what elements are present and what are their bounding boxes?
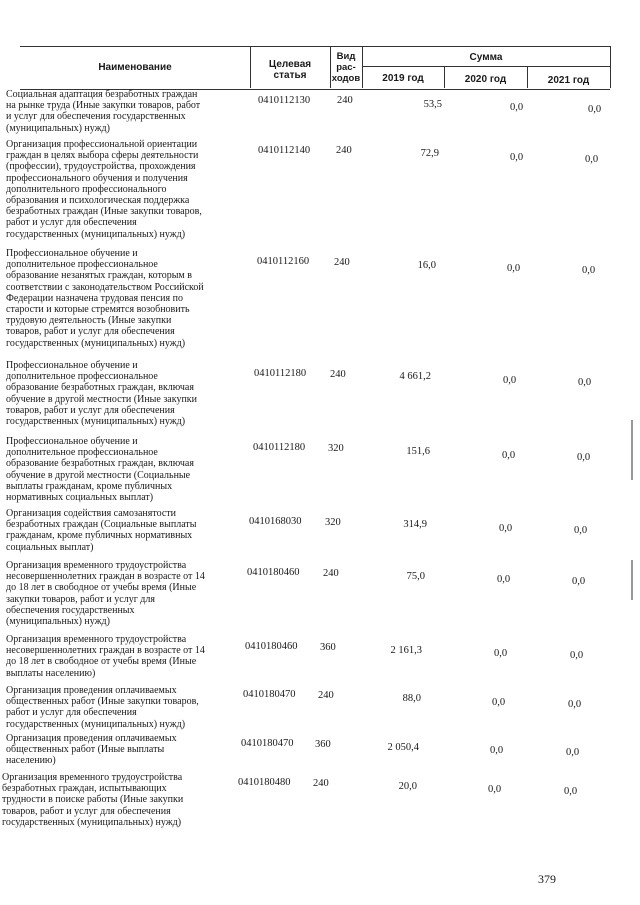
row-vid: 240: [313, 778, 329, 789]
row-name: Организация временного трудоустройства безработных граждан, испытывающих трудности в поиске работы (Иные закупки товаров, работ и услуг для обеспечения государственных (муниципальных) нужд): [2, 772, 184, 828]
row-code: 0410112180: [253, 442, 306, 453]
row-vid: 240: [323, 568, 339, 579]
scan-artifact: [631, 420, 633, 480]
row-name: Профессиональное обучение и дополнительное профессиональное образование безработных граждан, включая обучение в другой местности (Социальные выплаты гражданам, кроме публичных нормативных социальных выплат): [6, 436, 194, 504]
row-2021: 0,0: [568, 699, 582, 710]
row-2019: 314,9: [403, 519, 427, 530]
row-vid: 240: [336, 145, 352, 156]
row-code: 0410168030: [249, 516, 302, 527]
row-2021: 0,0: [578, 377, 592, 388]
row-name: Организация временного трудоустройства несовершеннолетних граждан в возрасте от 14 до 18 лет в свободное от учебы время (Иные закупки товаров, работ и услуг для обеспечения государственных (муниципальных) нужд): [6, 560, 205, 628]
header-2021: 2021 год: [547, 75, 590, 86]
row-code: 0410180470: [241, 738, 294, 749]
row-vid: 240: [330, 369, 346, 380]
row-2019: 16,0: [417, 260, 436, 271]
header-name: Наименование: [98, 62, 172, 73]
row-2020: 0,0: [497, 574, 511, 585]
row-2020: 0,0: [510, 152, 524, 163]
header-sum: Сумма: [469, 52, 503, 63]
row-vid: 240: [318, 690, 334, 701]
row-2019: 2 161,3: [390, 645, 422, 656]
row-2019: 53,5: [423, 99, 442, 110]
row-2019: 151,6: [406, 446, 430, 457]
row-2019: 75,0: [406, 571, 425, 582]
row-2019: 2 050,4: [387, 742, 419, 753]
row-code: 0410112140: [258, 145, 311, 156]
row-2019: 4 661,2: [399, 371, 431, 382]
row-vid: 320: [325, 517, 341, 528]
header-2020: 2020 год: [464, 74, 507, 85]
row-2021: 0,0: [574, 525, 588, 536]
row-2020: 0,0: [499, 523, 513, 534]
row-vid: 240: [334, 257, 350, 268]
row-code: 0410112180: [254, 368, 307, 379]
header-code: Целевая статья: [268, 59, 312, 81]
row-code: 0410112130: [258, 95, 311, 106]
row-2020: 0,0: [494, 648, 508, 659]
page-number: 379: [538, 872, 556, 886]
row-2021: 0,0: [585, 154, 599, 165]
row-code: 0410180460: [245, 641, 298, 652]
row-2020: 0,0: [507, 263, 521, 274]
row-code: 0410112160: [257, 256, 310, 267]
header-vid: Вид рас- ходов: [331, 51, 361, 84]
row-name: Организация содействия самозанятости безработных граждан (Социальные выплаты гражданам, кроме публичных нормативных социальных выплат): [6, 508, 197, 553]
row-name: Организация проведения оплачиваемых общественных работ (Иные закупки товаров, работ и услуг для обеспечения государственных (муниципальных) нужд): [6, 685, 199, 730]
row-name: Профессиональное обучение и дополнительное профессиональное образование незанятых граждан, которым в соответствии с законодательством Российской Федерации назначена трудовая пенсия по старости и которые стремятся возобновить трудовую деятельность (Иные закупки товаров, работ и услуг для обеспечения государственных (муниципальных) нужд): [6, 248, 204, 349]
row-name: Организация проведения оплачиваемых общественных работ (Иные выплаты населению): [6, 733, 177, 767]
header-2019: 2019 год: [382, 73, 424, 84]
row-vid: 240: [337, 95, 353, 106]
row-2021: 0,0: [564, 786, 578, 797]
row-2021: 0,0: [577, 452, 591, 463]
row-2019: 72,9: [420, 148, 439, 159]
row-vid: 320: [328, 443, 344, 454]
row-name: Организация временного трудоустройства несовершеннолетних граждан в возрасте от 14 до 18 лет в свободное от учебы время (Иные выплаты населению): [6, 634, 205, 679]
row-code: 0410180460: [247, 567, 300, 578]
row-vid: 360: [315, 739, 331, 750]
row-2021: 0,0: [582, 265, 596, 276]
row-2021: 0,0: [588, 104, 602, 115]
row-code: 0410180470: [243, 689, 296, 700]
scan-artifact: [631, 560, 633, 600]
row-2020: 0,0: [503, 375, 517, 386]
row-2019: 88,0: [402, 693, 421, 704]
row-2020: 0,0: [490, 745, 504, 756]
row-name: Организация профессиональной ориентации граждан в целях выбора сферы деятельности (профессии), трудоустройства, прохождения профессионального обучения и получения дополнительного профессионального образования и психологическая поддержка безработных граждан (Иные закупки товаров, работ и услуг для обеспечения государственных (муниципальных) нужд): [6, 139, 202, 240]
row-name: Профессиональное обучение и дополнительное профессиональное образование безработных граждан, включая обучение в другой местности (Иные закупки товаров, работ и услуг для обеспечения государственных (муниципальных) нужд): [6, 360, 198, 428]
row-2021: 0,0: [570, 650, 584, 661]
row-2021: 0,0: [572, 576, 586, 587]
row-name: Социальная адаптация безработных граждан на рынке труда (Иные закупки товаров, работ и услуг для обеспечения государственных (муниципальных) нужд): [6, 89, 201, 134]
row-vid: 360: [320, 642, 336, 653]
row-code: 0410180480: [238, 777, 291, 788]
row-2021: 0,0: [566, 747, 580, 758]
row-2020: 0,0: [488, 784, 502, 795]
row-2019: 20,0: [398, 781, 417, 792]
row-2020: 0,0: [502, 450, 516, 461]
row-2020: 0,0: [492, 697, 506, 708]
row-2020: 0,0: [510, 102, 524, 113]
